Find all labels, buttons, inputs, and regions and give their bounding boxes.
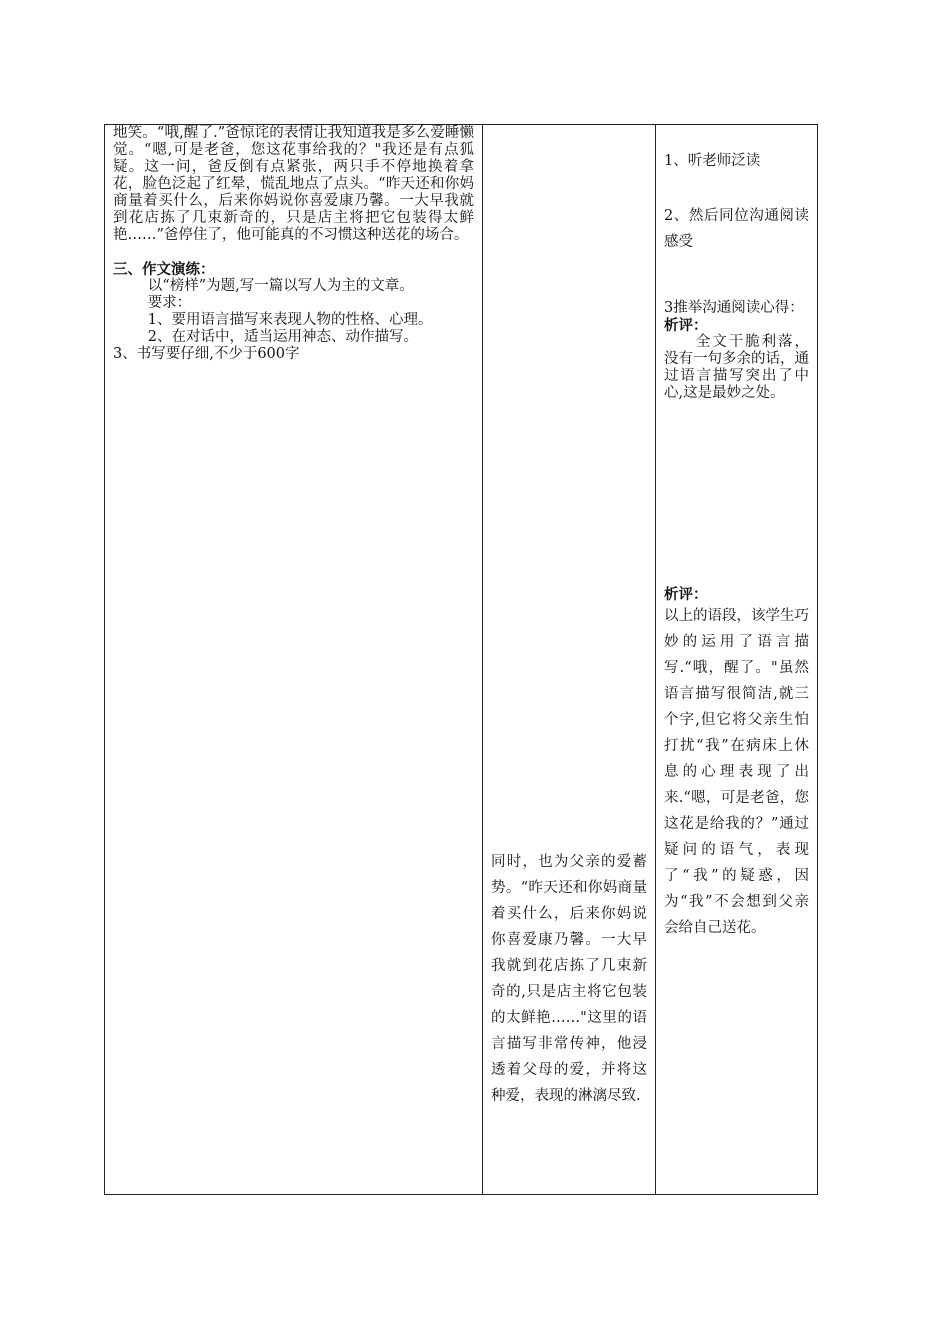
- requirement-1: 1、要用语言描写来表现人物的性格、心理。: [147, 312, 433, 328]
- activity-item-2: 2、然后同位沟通阅读感受: [664, 208, 809, 250]
- content-cell: [105, 125, 482, 1194]
- writing-task: 以“榜样”为题,写一篇以写人为主的文章。: [147, 278, 414, 294]
- analysis-column: [483, 125, 656, 1195]
- activity-column: [656, 125, 818, 1195]
- activity-item-3-block: [664, 300, 809, 402]
- requirements-label: 要求：: [147, 295, 192, 311]
- analysis-text: 同时，也为父亲的爱蓄势。“昨天还和你妈商量着买什么，后来你妈说你喜爱康乃馨。一大早我就到花店拣了几束新奇的,只是店主将它包装的太鲜艳……"这里的语言描写非常传神，他浸透着父母的爱，并将这种爱，表现的淋漓尽致.: [491, 854, 647, 1104]
- comment-block-2: [664, 586, 809, 941]
- table-row: [105, 125, 818, 1195]
- requirement-3: 3、书写要仔细,不少于600字: [113, 346, 300, 362]
- story-excerpt: 地笑。“哦,醒了.”爸惊诧的表情让我知道我是多么爱睡懒觉。“嗯,可是老爸，您这花事给我的？"我还是有点狐疑。这一问，爸反倒有点紧张，两只手不停地换着拿花，脸色泛起了红晕，慌乱地点了点头。“昨天还和你妈商量着买什么，后来你妈说你喜爱康乃馨。一大早我就到花店拣了几束新奇的，只是店主将把它包装得太鲜艳……”爸停住了，他可能真的不习惯这种送花的场合。: [113, 125, 474, 243]
- lesson-table: [104, 124, 818, 1195]
- content-column: [105, 125, 483, 1195]
- activity-cell: [656, 125, 817, 1194]
- activity-item-1: 1、听老师泛读: [664, 153, 761, 169]
- analysis-cell: [483, 125, 655, 1194]
- activity-item-3: 3推举沟通阅读心得：: [664, 300, 804, 316]
- requirement-2: 2、在对话中，适当运用神态、动作描写。: [147, 329, 419, 345]
- comment-label-2: 析评：: [664, 586, 708, 603]
- comment-2: 以上的语段，该学生巧妙的运用了语言描写.“哦，醒了。"虽然语言描写很简洁,就三个字,但它将父亲生怕打扰“我”在病床上休息的心理表现了出来.“嗯，可是老爸，您这花是给我的？”通过疑问的语气，表现了“我”的疑惑，因为“我”不会想到父亲会给自己送花。: [664, 608, 809, 936]
- comment-1: 全文干脆利落，没有一句多余的话，通过语言描写突出了中心,这是最妙之处。: [664, 334, 809, 401]
- comment-label-1: 析评：: [664, 317, 708, 334]
- section-heading: 三、作文演练：: [113, 261, 215, 278]
